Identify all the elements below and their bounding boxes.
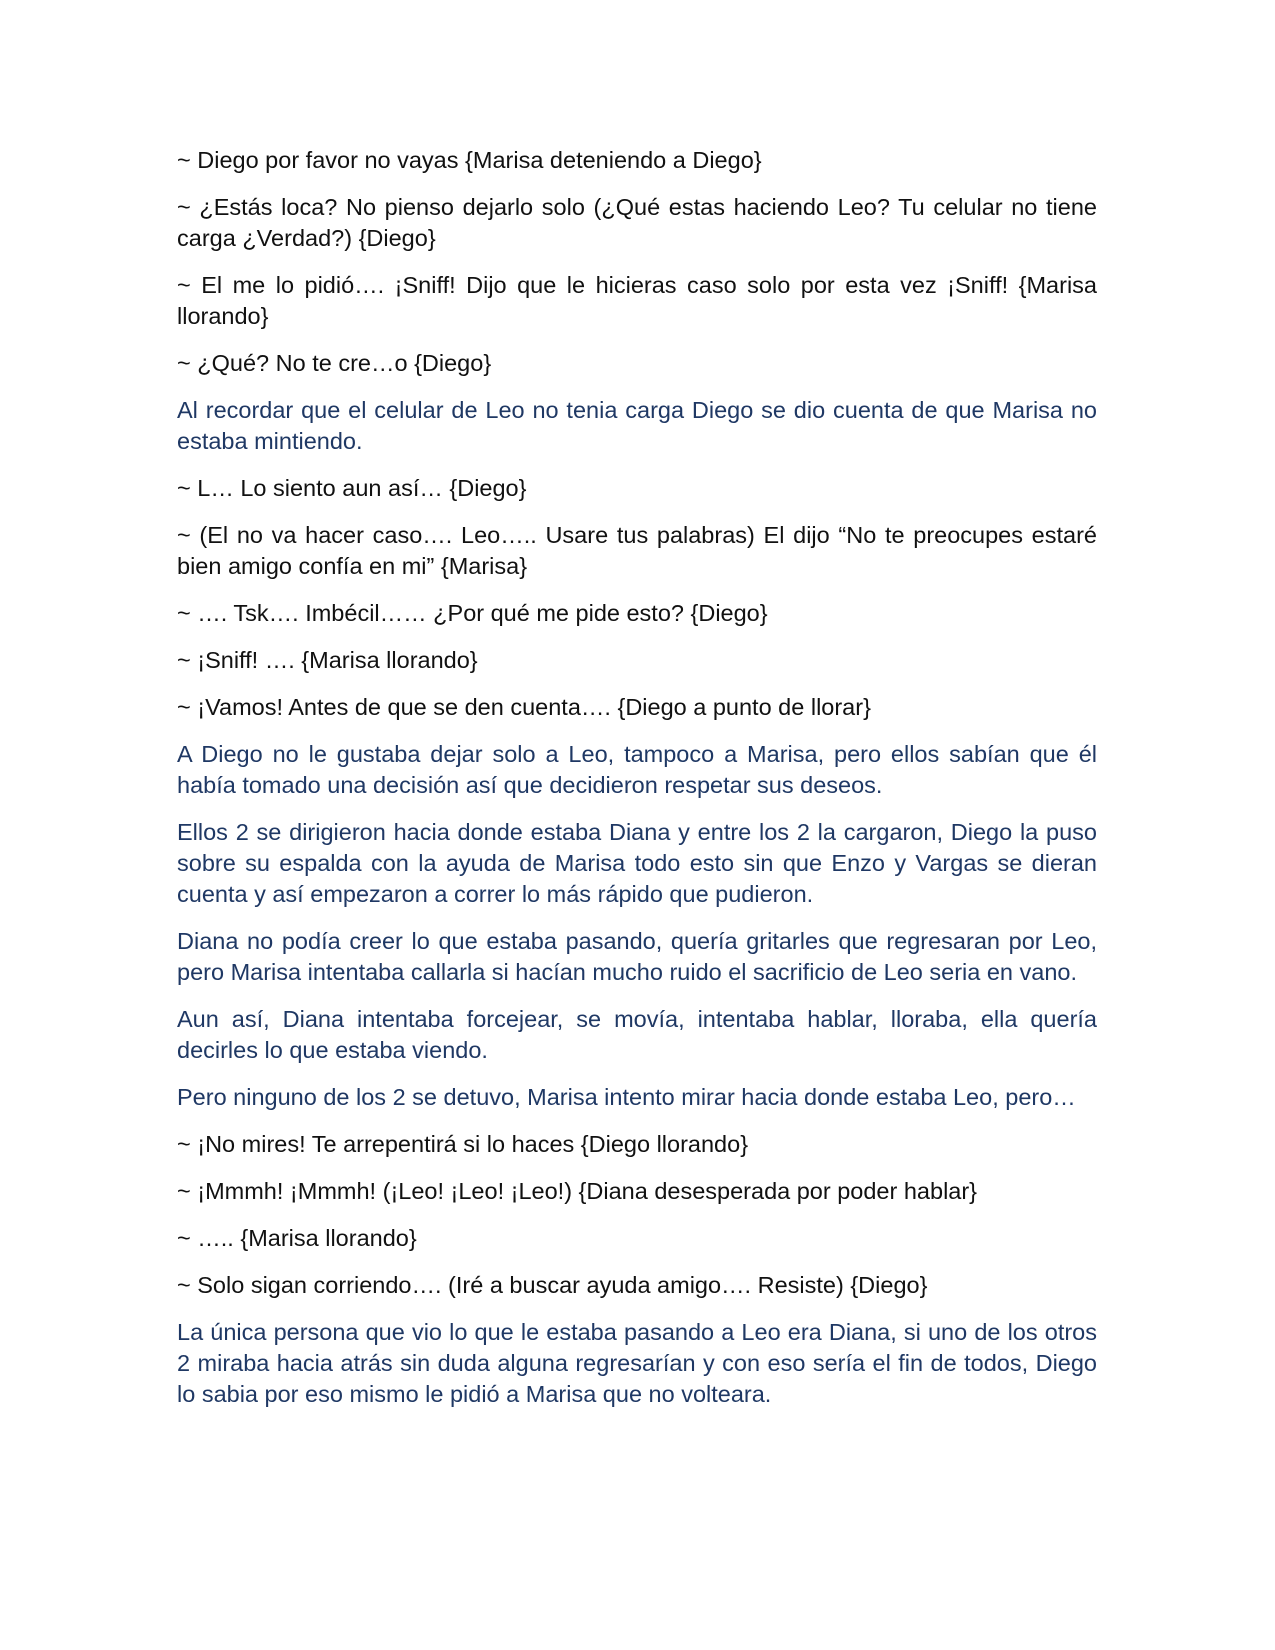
dialogue-line: ~ ¡No mires! Te arrepentirá si lo haces {Diego llorando} xyxy=(177,1131,749,1157)
dialogue-line: ~ ¡Mmmh! ¡Mmmh! (¡Leo! ¡Leo! ¡Leo!) {Diana desesperada por poder hablar} xyxy=(177,1178,978,1204)
document-body xyxy=(177,145,1097,1426)
narration-paragraph: Al recordar que el celular de Leo no tenia carga Diego se dio cuenta de que Marisa no estaba mintiendo. xyxy=(177,397,1097,454)
narration-paragraph: Pero ninguno de los 2 se detuvo, Marisa intento mirar hacia donde estaba Leo, pero… xyxy=(177,1084,1076,1110)
narration-paragraph: Ellos 2 se dirigieron hacia donde estaba Diana y entre los 2 la cargaron, Diego la puso sobre su espalda con la ayuda de Marisa todo esto sin que Enzo y Vargas se dieran cuenta y así empezaron a correr lo más rápido que pudieron. xyxy=(177,819,1097,907)
narration-paragraph: Aun así, Diana intentaba forcejear, se movía, intentaba hablar, lloraba, ella quería decirles lo que estaba viendo. xyxy=(177,1006,1097,1063)
dialogue-line: ~ ¡Sniff! …. {Marisa llorando} xyxy=(177,647,478,673)
dialogue-line: ~ ¿Qué? No te cre…o {Diego} xyxy=(177,350,492,376)
narration-paragraph: A Diego no le gustaba dejar solo a Leo, tampoco a Marisa, pero ellos sabían que él había tomado una decisión así que decidieron respetar sus deseos. xyxy=(177,741,1097,798)
dialogue-line: ~ (El no va hacer caso…. Leo….. Usare tus palabras) El dijo “No te preocupes estaré bien amigo confía en mi” {Marisa} xyxy=(177,522,1097,579)
dialogue-line: ~ L… Lo siento aun así… {Diego} xyxy=(177,475,527,501)
dialogue-line: ~ Diego por favor no vayas {Marisa deteniendo a Diego} xyxy=(177,147,762,173)
dialogue-line: ~ …. Tsk…. Imbécil…… ¿Por qué me pide esto? {Diego} xyxy=(177,600,768,626)
dialogue-line: ~ El me lo pidió…. ¡Sniff! Dijo que le hicieras caso solo por esta vez ¡Sniff! {Marisa llorando} xyxy=(177,272,1097,329)
narration-paragraph: Diana no podía creer lo que estaba pasando, quería gritarles que regresaran por Leo, pero Marisa intentaba callarla si hacían mucho ruido el sacrificio de Leo seria en vano. xyxy=(177,928,1097,985)
dialogue-line: ~ ….. {Marisa llorando} xyxy=(177,1225,417,1251)
dialogue-line: ~ ¿Estás loca? No pienso dejarlo solo (¿Qué estas haciendo Leo? Tu celular no tiene carga ¿Verdad?) {Diego} xyxy=(177,194,1097,251)
narration-paragraph: La única persona que vio lo que le estaba pasando a Leo era Diana, si uno de los otros 2 miraba hacia atrás sin duda alguna regresarían y con eso sería el fin de todos, Diego lo sabia por eso mismo le pidió a Marisa que no volteara. xyxy=(177,1319,1097,1407)
dialogue-line: ~ Solo sigan corriendo…. (Iré a buscar ayuda amigo…. Resiste) {Diego} xyxy=(177,1272,928,1298)
dialogue-line: ~ ¡Vamos! Antes de que se den cuenta…. {Diego a punto de llorar} xyxy=(177,694,871,720)
